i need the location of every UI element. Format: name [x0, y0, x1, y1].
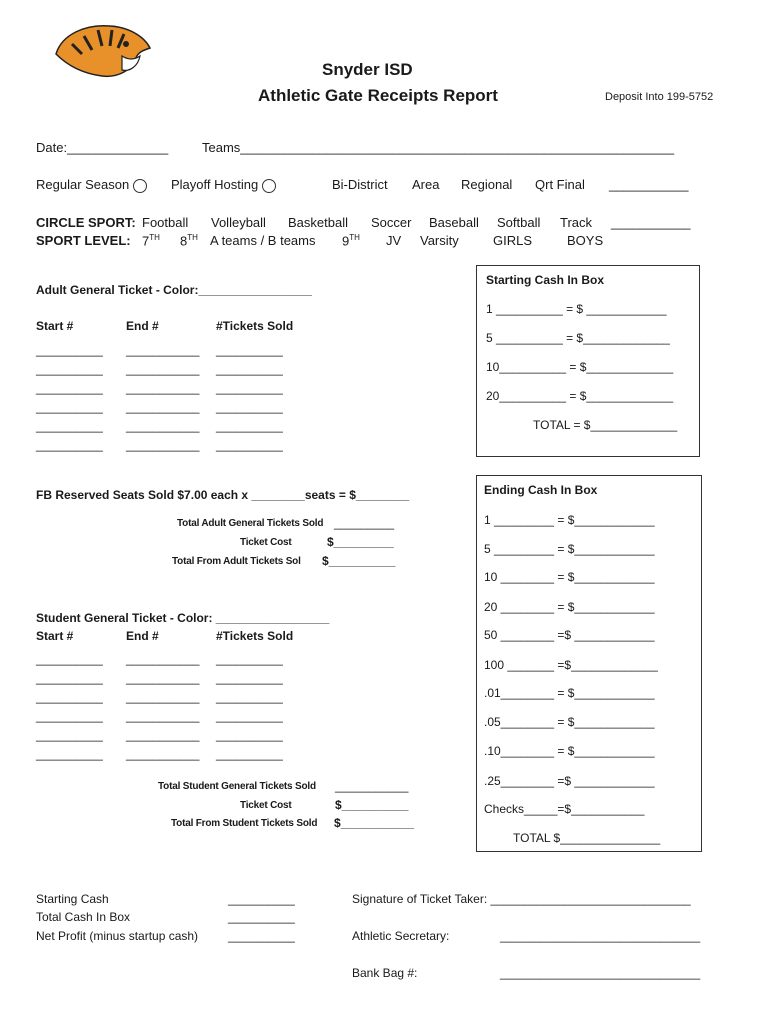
ending-cash-05[interactable]: .05________ = $____________ — [484, 715, 655, 729]
summary-total-cash-label: Total Cash In Box — [36, 910, 131, 924]
level-8th-suffix: TH — [187, 233, 198, 242]
starting-cash-total[interactable]: TOTAL = $_____________ — [533, 418, 678, 432]
student-sold-column[interactable] — [216, 650, 283, 764]
ending-cash-01[interactable]: .01________ = $____________ — [484, 686, 655, 700]
level-7th-num: 7 — [142, 233, 150, 249]
student-end-blank[interactable]: ___________ — [126, 690, 200, 704]
student-start-blank[interactable]: __________ — [36, 709, 103, 723]
adult-sold-blank[interactable]: __________ — [216, 438, 283, 452]
athletic-secretary-label: Athletic Secretary: — [352, 929, 450, 943]
student-total-field[interactable]: ___________ — [335, 779, 409, 793]
fb-reserved-seats-line[interactable]: FB Reserved Seats Sold $7.00 each x ________seats = $________ — [36, 488, 410, 502]
ending-cash-checks[interactable]: Checks_____=$___________ — [484, 802, 645, 816]
adult-cost-label: Ticket Cost — [240, 537, 292, 548]
sport-volleyball[interactable]: Volleyball — [211, 215, 266, 230]
round-other-field[interactable]: ___________ — [609, 177, 689, 192]
sport-baseball[interactable]: Baseball — [429, 215, 479, 230]
level-8th-num: 8 — [180, 233, 188, 249]
level-9th[interactable] — [342, 233, 360, 248]
adult-start-blank[interactable]: __________ — [36, 400, 103, 414]
circle-sport-label: CIRCLE SPORT: — [36, 215, 136, 230]
tiger-mascot-icon — [52, 20, 152, 80]
summary-net-profit-label: Net Profit (minus startup cash) — [36, 929, 199, 943]
student-start-blank[interactable]: __________ — [36, 747, 103, 761]
adult-from-field[interactable]: $__________ — [322, 554, 396, 568]
adult-total-label: Total Adult General Tickets Sold — [177, 518, 324, 529]
adult-cost-field[interactable]: $_________ — [327, 535, 394, 549]
student-end-column[interactable] — [126, 650, 199, 764]
level-jv[interactable]: JV — [386, 233, 402, 248]
student-cost-field[interactable]: $__________ — [335, 798, 409, 812]
starting-cash-title: Starting Cash In Box — [486, 273, 605, 287]
adult-start-blank[interactable]: __________ — [36, 419, 103, 433]
starting-cash-box — [476, 265, 700, 457]
student-sold-blank[interactable]: __________ — [216, 652, 283, 666]
student-cost-label: Ticket Cost — [240, 800, 292, 811]
student-end-blank[interactable]: ___________ — [126, 671, 200, 685]
qrt-final-option[interactable]: Qrt Final — [535, 177, 585, 192]
starting-cash-5[interactable]: 5 __________ = $_____________ — [486, 331, 670, 345]
sport-basketball[interactable]: Basketball — [288, 215, 348, 230]
level-9th-suffix: TH — [349, 233, 360, 242]
adult-sold-blank[interactable]: __________ — [216, 362, 283, 376]
student-from-label: Total From Student Tickets Sold — [171, 818, 318, 829]
adult-start-blank[interactable]: __________ — [36, 381, 103, 395]
ending-cash-10[interactable]: 10 ________ = $____________ — [484, 570, 655, 584]
student-end-blank[interactable]: ___________ — [126, 709, 200, 723]
ending-cash-5[interactable]: 5 _________ = $____________ — [484, 542, 655, 556]
adult-ticket-color-label[interactable]: Adult General Ticket - Color:_________________ — [36, 283, 312, 297]
sport-level-label: SPORT LEVEL: — [36, 233, 131, 248]
level-8th[interactable] — [180, 233, 198, 248]
date-field[interactable]: Date:______________ — [36, 140, 169, 155]
level-ab-teams[interactable]: A teams / B teams — [210, 233, 316, 248]
adult-total-field[interactable]: _________ — [334, 516, 395, 530]
student-total-label: Total Student General Tickets Sold — [158, 781, 316, 792]
ending-cash-25c[interactable]: .25________ =$ ____________ — [484, 774, 655, 788]
bi-district-option[interactable]: Bi-District — [332, 177, 388, 192]
level-7th-suffix: TH — [149, 233, 160, 242]
adult-sold-blank[interactable]: __________ — [216, 419, 283, 433]
level-varsity[interactable]: Varsity — [420, 233, 459, 248]
sport-track[interactable]: Track — [560, 215, 593, 230]
playoff-hosting-option[interactable] — [171, 177, 276, 193]
student-start-blank[interactable]: __________ — [36, 671, 103, 685]
adult-end-blank[interactable]: ___________ — [126, 381, 200, 395]
sport-soccer[interactable]: Soccer — [371, 215, 412, 230]
summary-net-profit-field[interactable]: __________ — [228, 929, 295, 943]
report-title: Athletic Gate Receipts Report — [258, 86, 498, 105]
teams-field[interactable]: Teams____________________________________________________________ — [202, 140, 675, 155]
ending-cash-10c[interactable]: .10________ = $____________ — [484, 744, 655, 758]
area-option[interactable]: Area — [412, 177, 440, 192]
level-boys[interactable]: BOYS — [567, 233, 604, 248]
adult-start-blank[interactable]: __________ — [36, 438, 103, 452]
student-from-field[interactable]: $___________ — [334, 816, 415, 830]
level-girls[interactable]: GIRLS — [493, 233, 533, 248]
student-start-blank[interactable]: __________ — [36, 690, 103, 704]
sport-football[interactable]: Football — [142, 215, 189, 230]
student-col-sold: #Tickets Sold — [216, 629, 294, 643]
student-sold-blank[interactable]: __________ — [216, 709, 283, 723]
summary-total-cash-field[interactable]: __________ — [228, 910, 295, 924]
regular-season-option[interactable] — [36, 177, 147, 193]
ending-cash-total[interactable]: TOTAL $_______________ — [513, 831, 661, 845]
summary-starting-cash-label: Starting Cash — [36, 892, 109, 906]
regional-option[interactable]: Regional — [461, 177, 513, 192]
level-9th-num: 9 — [342, 233, 350, 249]
adult-end-blank[interactable]: ___________ — [126, 419, 200, 433]
org-name: Snyder ISD — [322, 60, 413, 79]
ending-cash-20[interactable]: 20 ________ = $____________ — [484, 600, 655, 614]
ending-cash-title: Ending Cash In Box — [484, 483, 598, 497]
adult-end-column[interactable] — [126, 341, 199, 455]
playoff-hosting-label: Playoff Hosting — [171, 177, 259, 192]
sport-softball[interactable]: Softball — [497, 215, 541, 230]
adult-start-blank[interactable]: __________ — [36, 343, 103, 357]
adult-end-blank[interactable]: ___________ — [126, 400, 200, 414]
bank-bag-label: Bank Bag #: — [352, 966, 418, 980]
athletic-secretary-field[interactable]: ______________________________ — [500, 929, 701, 943]
student-sold-blank[interactable]: __________ — [216, 671, 283, 685]
ticket-taker-signature[interactable]: Signature of Ticket Taker: ______________________________ — [352, 892, 691, 906]
student-start-column[interactable] — [36, 650, 103, 764]
adult-end-blank[interactable]: ___________ — [126, 343, 200, 357]
bank-bag-field[interactable]: ______________________________ — [500, 966, 701, 980]
regular-season-radio[interactable] — [133, 179, 147, 193]
student-sold-blank[interactable]: __________ — [216, 747, 283, 761]
student-col-start: Start # — [36, 629, 74, 643]
regular-season-label: Regular Season — [36, 177, 130, 192]
ending-cash-1[interactable]: 1 _________ = $____________ — [484, 513, 655, 527]
student-sold-blank[interactable]: __________ — [216, 728, 283, 742]
adult-sold-column[interactable] — [216, 341, 283, 455]
playoff-hosting-radio[interactable] — [262, 179, 276, 193]
sport-other-field[interactable]: ___________ — [611, 215, 691, 230]
adult-from-label: Total From Adult Tickets Sol — [172, 556, 301, 567]
adult-col-end: End # — [126, 319, 159, 333]
adult-start-blank[interactable]: __________ — [36, 362, 103, 376]
ending-cash-50[interactable]: 50 ________ =$ ____________ — [484, 628, 655, 642]
adult-start-column[interactable] — [36, 341, 103, 455]
student-sold-blank[interactable]: __________ — [216, 690, 283, 704]
student-start-blank[interactable]: __________ — [36, 728, 103, 742]
summary-starting-cash-field[interactable]: __________ — [228, 892, 295, 906]
adult-sold-blank[interactable]: __________ — [216, 400, 283, 414]
adult-end-blank[interactable]: ___________ — [126, 362, 200, 376]
adult-col-sold: #Tickets Sold — [216, 319, 294, 333]
starting-cash-10[interactable]: 10__________ = $_____________ — [486, 360, 674, 374]
student-start-blank[interactable]: __________ — [36, 652, 103, 666]
starting-cash-1[interactable]: 1 __________ = $ ____________ — [486, 302, 667, 316]
adult-sold-blank[interactable]: __________ — [216, 343, 283, 357]
level-7th[interactable] — [142, 233, 160, 248]
student-end-blank[interactable]: ___________ — [126, 747, 200, 761]
starting-cash-20[interactable]: 20__________ = $_____________ — [486, 389, 674, 403]
student-end-blank[interactable]: ___________ — [126, 652, 200, 666]
ending-cash-box — [476, 475, 702, 852]
student-col-end: End # — [126, 629, 159, 643]
student-ticket-color-label[interactable]: Student General Ticket - Color: _________________ — [36, 611, 330, 625]
ending-cash-100[interactable]: 100 _______ =$_____________ — [484, 658, 658, 672]
adult-sold-blank[interactable]: __________ — [216, 381, 283, 395]
deposit-account: Deposit Into 199-5752 — [605, 91, 714, 103]
adult-col-start: Start # — [36, 319, 74, 333]
student-end-blank[interactable]: ___________ — [126, 728, 200, 742]
adult-end-blank[interactable]: ___________ — [126, 438, 200, 452]
